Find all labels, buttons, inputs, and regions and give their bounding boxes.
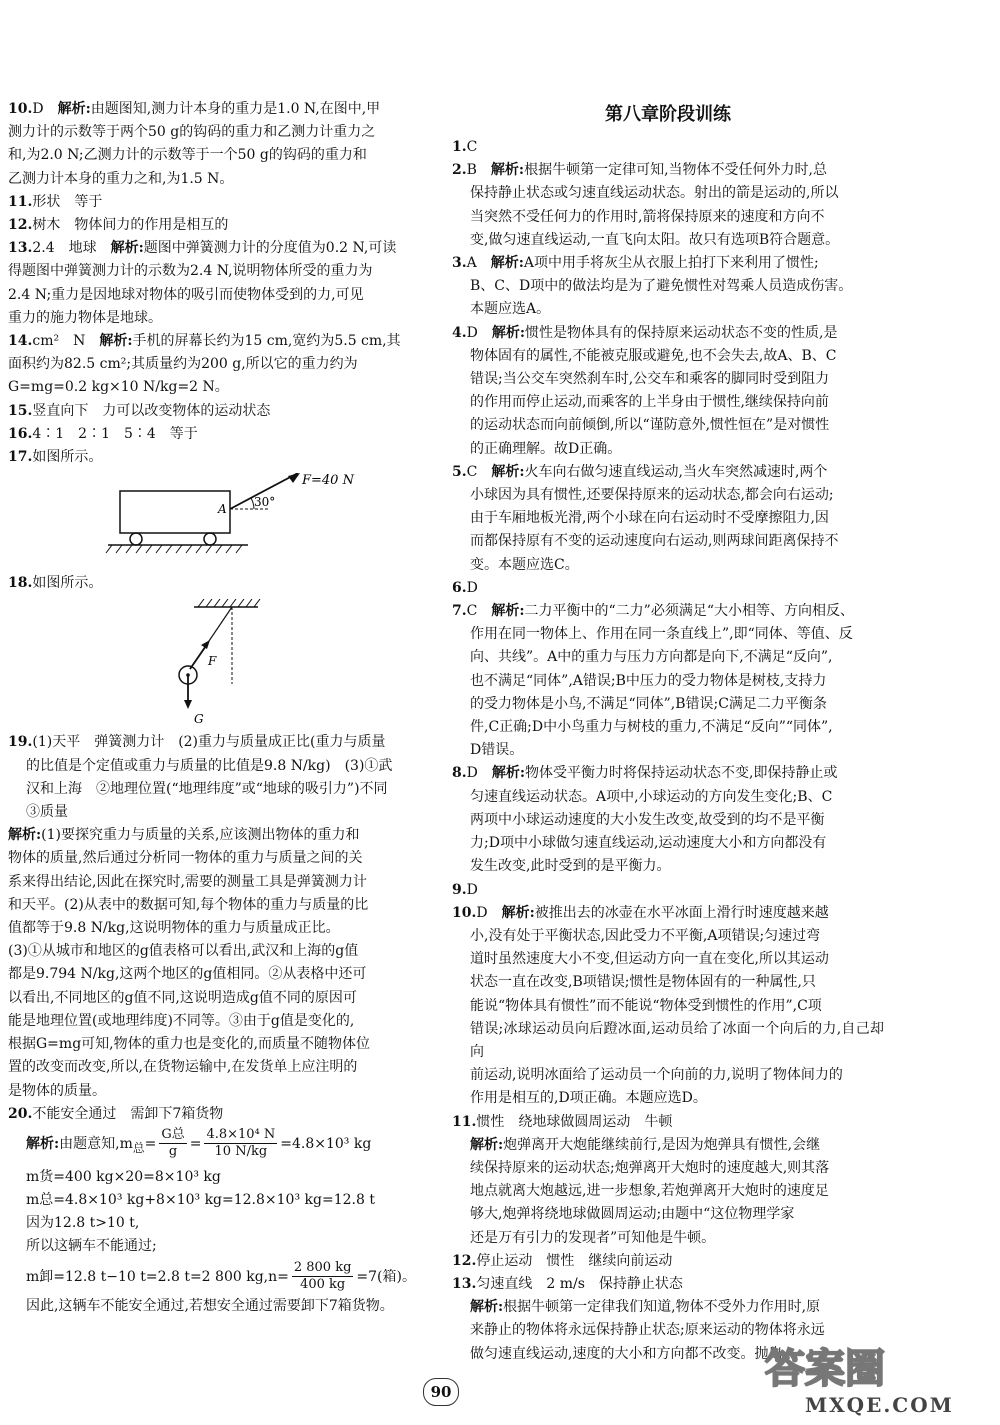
page-number: 90 xyxy=(423,1378,459,1406)
q17-left: 17.如图所示。 xyxy=(8,449,103,466)
q12-right: 12.停止运动 惯性 继续向前运动 xyxy=(452,1252,673,1269)
q19-left: 19.(1)天平 弹簧测力计 (2)重力与质量成正比(重力与质量 的比值是个定值或重力与质量的比值是9.8 N/kg) (3)①武 汉和上海 ②地理位置(“地理纬度”或“地球的吸引力”)不同 ③质量 解析:(1)要探究重力与质量的关系,应该测出物体的重力和 物体的质量,然后通过分析同一物体的重力与质量之间的关 系来得出结论,因此在探究时,需要的测量工具是弹簧测力计 和天平。(2)从表中的数据可知,每个物体的重力与质量的比 值都等于9.8 N/kg,这说明物体的重力与质量成正比。 (3)①从城市和地区的g值表格可以看出,武汉和上海的g值 都是9.794 N/kg,这两个地区的g值相同。②从表格中还可 以看出,不同地区的g值不同,这说明造成g值不同的原因可 能是地理位置(或地理纬度)不同等。③由于g值是变化的, 根据G=mg可知,物体的重力也是变化的,而质量不随物体位 置的改变而改变,所以,在货物运输中,在发货单上应注明的 是物体的质量。 xyxy=(8,734,393,1099)
force-label: F=40 N xyxy=(302,473,354,489)
hanging-ball-diagram xyxy=(8,599,440,727)
q16-left: 16.4∶1 2∶1 5∶4 等于 xyxy=(8,425,198,442)
gravity-label: G xyxy=(194,712,204,727)
hanging-ball-svg xyxy=(8,599,440,727)
q2-right: 2.B 解析:根据牛顿第一定律可知,当物体不受任何外力时,总 保持静止状态或匀速直线运动状态。射出的箭是运动的,所以 当突然不受任何力的作用时,箭将保持原来的速度和方向不 变,做匀速直线运动,一直飞向太阳。故只有选项B符合题意。 xyxy=(452,162,840,248)
cart-force-diagram xyxy=(8,473,440,568)
q5-right: 5.C 解析:火车向右做匀速直线运动,当火车突然减速时,两个 小球因为具有惯性,还要保持原来的运动状态,都会向右运动; 由于车厢地板光滑,两个小球在向右运动时不受摩擦阻力,因 而都保持原有不变的运动速度向右运动,则两球间距离保持不 变。本题应选C。 xyxy=(452,463,839,573)
q13-right: 13.匀速直线 2 m/s 保持静止状态 解析:根据牛顿第一定律我们知道,物体不受外力作用时,原 来静止的物体将永远保持静止状态;原来运动的物体将永远 做匀速直线运动,速度的大小和方向都不改变。抛出 xyxy=(452,1275,825,1362)
q6-right: 6.D xyxy=(452,579,478,596)
cart-force-svg xyxy=(8,473,440,568)
q4-right: 4.D 解析:惯性是物体具有的保持原来运动状态不变的性质,是 物体固有的属性,不能被克服或避免,也不会失去,故A、B、C 错误;当公交车突然刹车时,公交车和乘客的脚同时受到阻力 的作用而停止运动,而乘客的上半身由于惯性,继续保持向前 的运动状态而向前倾倒,所以“谨防意外,惯性恒在”是对惯性 的正确理解。故D正确。 xyxy=(452,324,838,457)
fraction-boxes: $\frac{2 800 kg}{400 kg}$ xyxy=(293,1260,352,1293)
watermark-top-text: 答案圈 xyxy=(765,1345,885,1392)
q14-left: 14.cm² N 解析:手机的屏幕长约为15 cm,宽约为5.5 cm,其 面积约为82.5 cm²;其质量约为200 g,所以它的重力约为 G=mg=0.2 kg×10 N/kg=2 N。 xyxy=(8,333,401,396)
q20-calc-line1: 解析:由题意知$,m_总=$ $\frac{\text{G总}}{g}$ = $\frac{\text{4.8×10⁴ N}}{10 N/kg}$ =4.8×10³ kg xyxy=(26,1127,372,1160)
q7-right: 7.C 解析:二力平衡中的“二力”必须满足“大小相等、方向相反、 作用在同一物体上、作用在同一条直线上”,即“同体、等值、反 向、共线”。A中的重力与压力方向都是向下,不满足“反向”, 也不满足“同体”,A错误;B中压力的受力物体是树枝,支持力 的受力物体是小鸟,不满足“同体”,B错误;C满足二力平衡条 件,C正确;D中小鸟重力与树枝的重力,不满足“反向”“同体”, D错误。 xyxy=(452,603,854,759)
q13-left: 13.2.4 地球 解析:题图中弹簧测力计的分度值为0.2 N,可读 得题图中弹簧测力计的示数为2.4 N,说明物体所受的重力为 2.4 N;重力是因地球对物体的吸引而使物体受到的力,可见 重力的施力物体是地球。 xyxy=(8,240,397,326)
q9-right: 9.D xyxy=(452,881,478,898)
q20-calc-line6: m卸=12.8 t−10 t=2.8 t=2 800 kg,n= $\frac{2 800 kg}{400 kg}$ =7(箱)。 xyxy=(26,1260,416,1293)
ground-hatch xyxy=(106,545,242,553)
q10-right: 10.D 解析:被推出去的冰壶在水平冰面上滑行时速度越来越 小,没有处于平衡状态,因此受力不平衡,A项错误;匀速过弯 道时虽然速度大小不变,但运动方向一直在变化,所以其运动 状态一直在改变,B项错误;惯性是物体固有的一种属性,只 能说“物体具有惯性”而不能说“物体受到惯性的作用”,C项 错误;冰球运动员向后蹬冰面,运动员给了冰面一个向后的力,自己却向 前运动,说明冰面给了运动员一个向前的力,说明了物体间力的 作用是相互的,D项正确。本题应选D。 xyxy=(452,904,884,1107)
force-arrowhead xyxy=(288,473,300,483)
fraction-g-over-g: $\frac{\text{G总}}{g}$ xyxy=(161,1127,185,1160)
q11-left: 11.形状 等于 xyxy=(8,193,103,210)
q20-left: 20.不能安全通过 需卸下7箱货物 解析:由题意知$,m_总=$ $\frac{\text{G总}}{g}$ = $\frac{\text{4.8×10⁴ N}}{10 N/kg}$ =4.8×10³ kg m货=400 kg×20=8×10³ kg m总=4.8×10³ kg+8×10³ kg=12.8×10³ kg=12.8 t 因为12.8 t>10 t, 所以这辆车不能通过; m卸=12.8 t−10 t=2.8 t=2 800 kg,n= $\frac{2 800 kg}{400 kg}$ =7(箱)。 因此,这辆车不能安全通过,若想安全通过需要卸下7箱货物。 xyxy=(8,1103,440,1318)
watermark-bottom-text: MXQE.COM xyxy=(805,1393,954,1417)
q10-left: 10.D 解析:由题图知,测力计本身的重力是1.0 N,在图中,甲 测力计的示数等于两个50 g的钩码的重力和乙测力计重力之 和,为2.0 N;乙测力计的示数等于一个50 g的钩码的重力和 乙测力计本身的重力之和,为1.5 N。 xyxy=(8,101,381,187)
chapter-title: 第八章阶段训练 xyxy=(605,104,731,125)
cart-wheel-left xyxy=(130,533,142,545)
watermark-logo xyxy=(745,1330,995,1420)
q18-left: 18.如图所示。 xyxy=(8,575,103,592)
cart-body xyxy=(120,491,230,533)
q3-right: 3.A 解析:A项中用手将灰尘从衣服上拍打下来利用了惯性; B、C、D项中的做法均是为了避免惯性对驾乘人员造成伤害。 本题应选A。 xyxy=(452,255,853,318)
angle-label: 30° xyxy=(254,495,276,510)
left-column xyxy=(8,98,440,1318)
fraction-weight-over-g: $\frac{\text{4.8×10⁴ N}}{10 N/kg}$ xyxy=(206,1127,276,1160)
q12-left: 12.树木 物体间力的作用是相互的 xyxy=(8,217,229,234)
q8-right: 8.D 解析:物体受平衡力时将保持运动状态不变,即保持静止或 匀速直线运动状态。A项中,小球运动的方向发生变化;B、C 两项中小球运动速度的大小发生改变,故受到的均不是平衡 力;D项中小球做匀速直线运动,运动速度大小和方向都没有 发生改变,此时受到的是平衡力。 xyxy=(452,765,838,875)
tension-arrowhead xyxy=(201,640,210,649)
q11-right: 11.惯性 绕地球做圆周运动 牛顿 解析:炮弹离开大炮能继续前行,是因为炮弹具有惯性,会继 续保持原来的运动状态;炮弹离开大炮时的速度越大,则其落 地点就离大炮越远,进一步想象,若炮弹离开大炮时的速度足 够大,炮弹将绕地球做圆周运动;由题中“这位物理学家 还是万有引力的发现者”可知他是牛顿。 xyxy=(452,1113,830,1246)
cart-wheel-right xyxy=(204,533,216,545)
right-column xyxy=(452,98,884,1366)
q15-left: 15.竖直向下 力可以改变物体的运动状态 xyxy=(8,402,271,419)
point-a-label: A xyxy=(218,502,227,517)
tension-label: F xyxy=(208,654,217,669)
ceiling-hatch xyxy=(198,599,260,607)
gravity-arrowhead xyxy=(184,700,192,709)
q1-right: 1.C xyxy=(452,139,478,155)
